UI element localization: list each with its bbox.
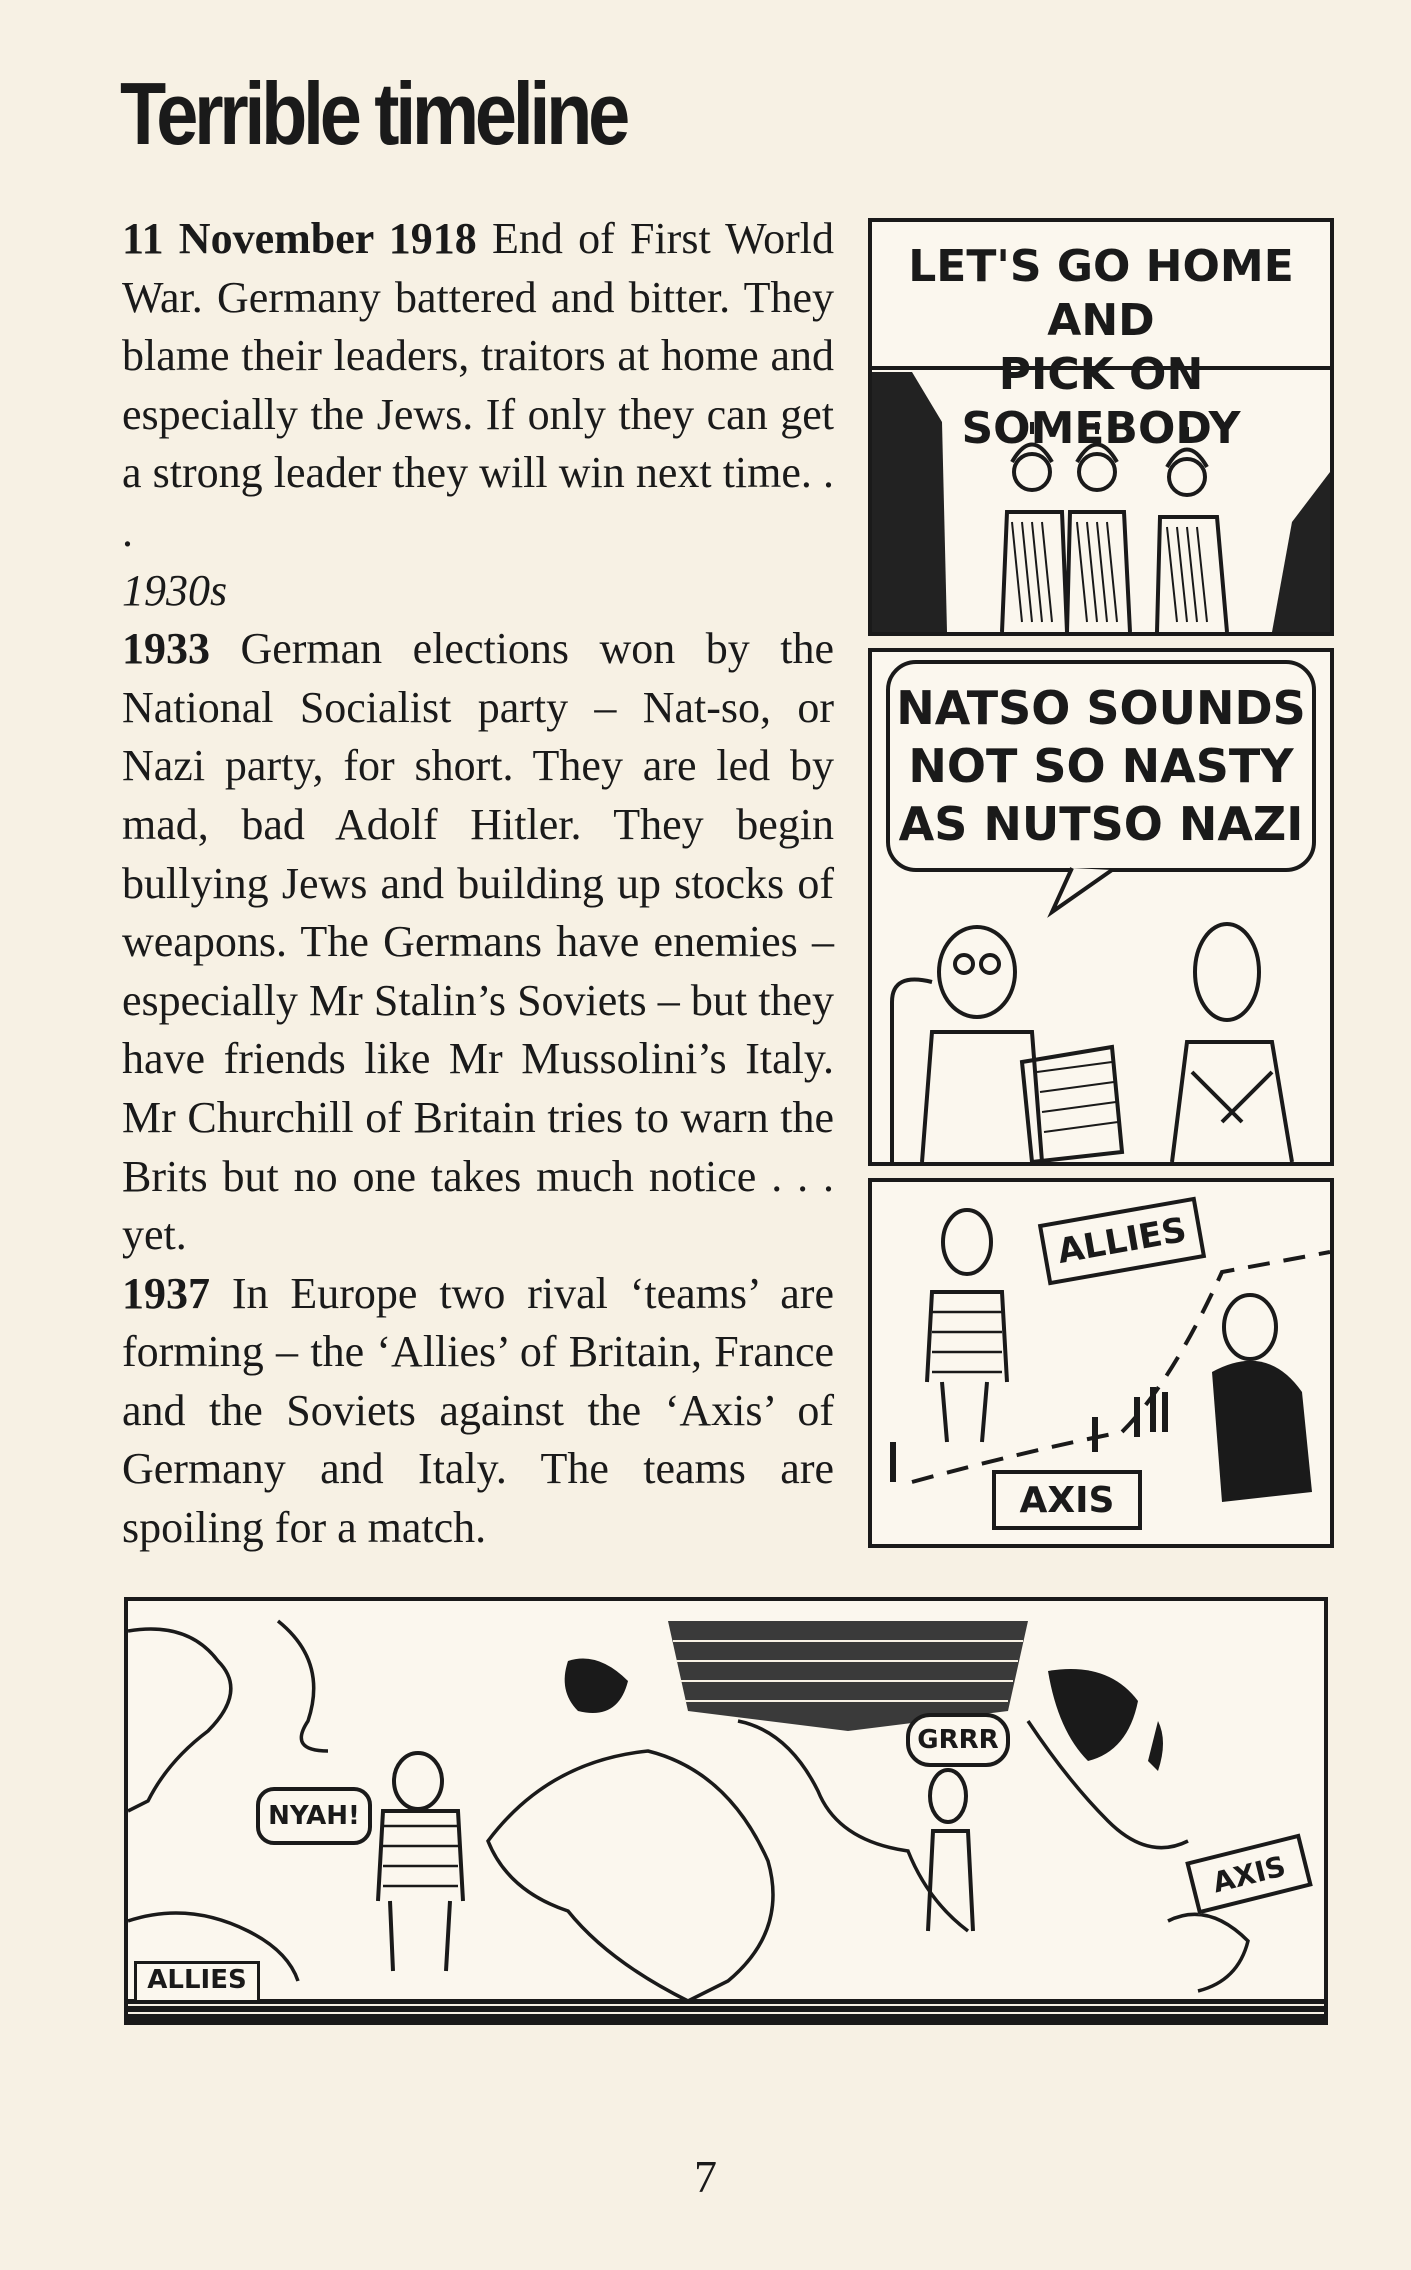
timeline-entry-1933 <box>122 620 834 1265</box>
bubble-line: AS NUTSO NAZI <box>898 797 1304 851</box>
bubble-text: GRRR <box>917 1725 999 1755</box>
comic-panel-soldiers <box>868 218 1334 636</box>
comic-panel-teams <box>868 1178 1334 1548</box>
caption-line: PICK ON SOMEBODY <box>961 349 1241 454</box>
teams-illustration <box>872 1182 1330 1544</box>
allies-sign-map <box>134 1961 260 2003</box>
caption-line: LET'S GO HOME AND <box>908 241 1294 346</box>
timeline-era-heading: 1930s <box>122 565 228 615</box>
bubble-text: NYAH! <box>268 1801 360 1831</box>
timeline-text <box>122 210 834 1558</box>
sign-label: ALLIES <box>1054 1210 1190 1272</box>
sign-label: AXIS <box>1209 1849 1289 1899</box>
timeline-entry-1918 <box>122 210 834 562</box>
sign-label: AXIS <box>1019 1479 1115 1521</box>
comic-panel-newspaper <box>868 648 1334 1166</box>
speech-bubble-nyah <box>256 1787 372 1845</box>
comic-panel-world-map <box>124 1597 1328 2025</box>
thought-bubble-grrr <box>906 1713 1010 1767</box>
entry-date: 1937 <box>122 1268 210 1318</box>
couple-reading-illustration <box>872 652 1330 1162</box>
entry-text: In Europe two rival ‘teams’ are forming – the ‘Allies’ of Britain, France and the Soviets against the ‘Axis’ of Germany and Italy. The teams are spoiling for a match. <box>122 1268 834 1553</box>
soldiers-illustration <box>872 222 1330 632</box>
entry-text: German elections won by the National Socialist party – Nat-so, or Nazi party, for short. They are led by mad, bad Adolf Hitler. They begin bullying Jews and building up stocks of weapons. The Germans have enemies – especially Mr Stalin’s Soviets – but they have friends like Mr Mussolini’s Italy. Mr Churchill of Britain tries to warn the Brits but no one takes much notice . . . yet. <box>122 624 834 1260</box>
page-title: Terrible timeline <box>120 64 626 163</box>
bubble-line: NATSO SOUNDS <box>896 681 1306 735</box>
page-number: 7 <box>694 2151 717 2202</box>
entry-date: 1933 <box>122 624 210 674</box>
timeline-entry-1937 <box>122 1265 834 1558</box>
entry-text: End of First World War. Germany battered and bitter. They blame their leaders, traitors at home and especially the Jews. If only they can get a strong leader they will win next time. . . <box>122 214 835 556</box>
bubble-line: NOT SO NASTY <box>908 739 1294 793</box>
sign-label: ALLIES <box>147 1965 247 1995</box>
entry-date: 11 November 1918 <box>122 214 477 263</box>
